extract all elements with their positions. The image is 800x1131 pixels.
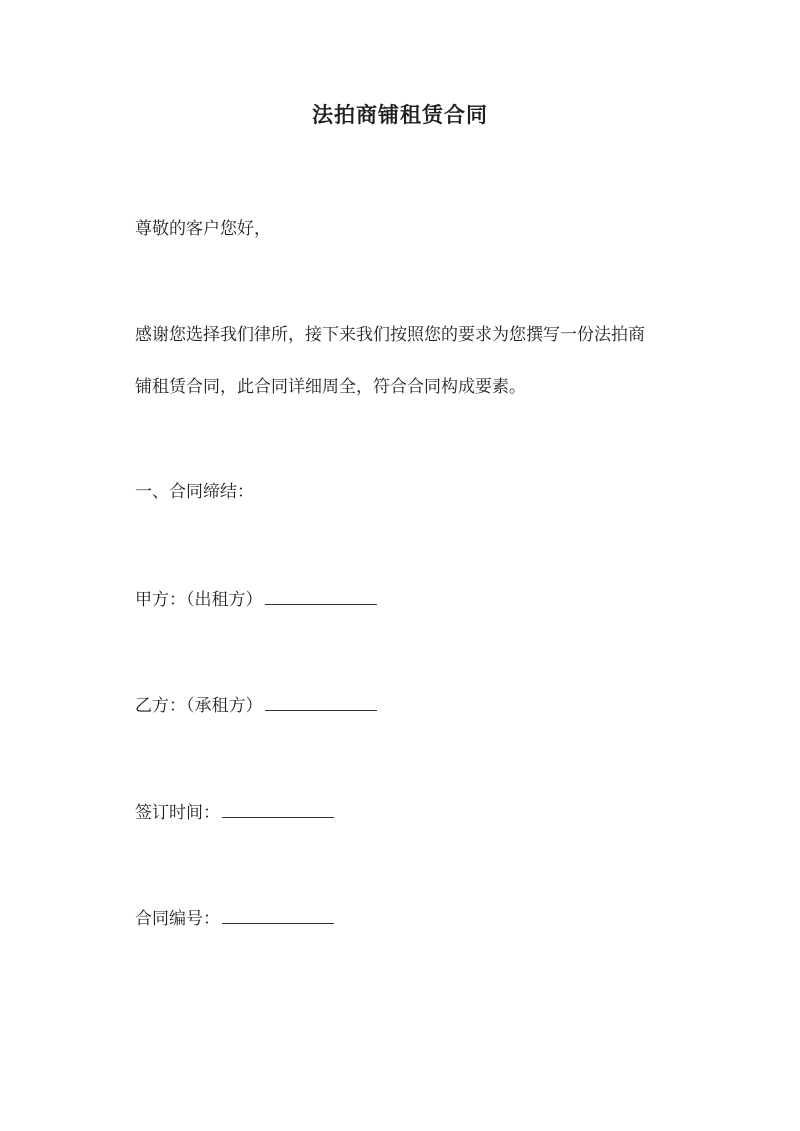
- sign-time-label: 签订时间：: [135, 803, 220, 823]
- party-b-row: [135, 692, 715, 720]
- sign-time-row: [135, 799, 715, 827]
- section-heading-contract-conclusion: 一、合同缔结：: [135, 482, 254, 502]
- party-b-blank-line: [265, 692, 377, 711]
- contract-number-row: [135, 905, 715, 933]
- party-a-label: 甲方：（出租方）: [135, 590, 263, 610]
- contract-number-label: 合同编号：: [135, 909, 220, 929]
- intro-paragraph-line-1: 感谢您选择我们律所，接下来我们按照您的要求为您撰写一份法拍商: [135, 325, 645, 345]
- party-b-label: 乙方：（承租方）: [135, 696, 263, 716]
- document-title: 法拍商铺租赁合同: [312, 102, 488, 127]
- intro-paragraph-line-2: 铺租赁合同，此合同详细周全，符合合同构成要素。: [135, 377, 526, 397]
- contract-number-blank-line: [222, 905, 334, 924]
- party-a-blank-line: [265, 586, 377, 605]
- greeting-text: 尊敬的客户您好，: [135, 219, 271, 239]
- sign-time-blank-line: [222, 799, 334, 818]
- party-a-row: [135, 586, 715, 614]
